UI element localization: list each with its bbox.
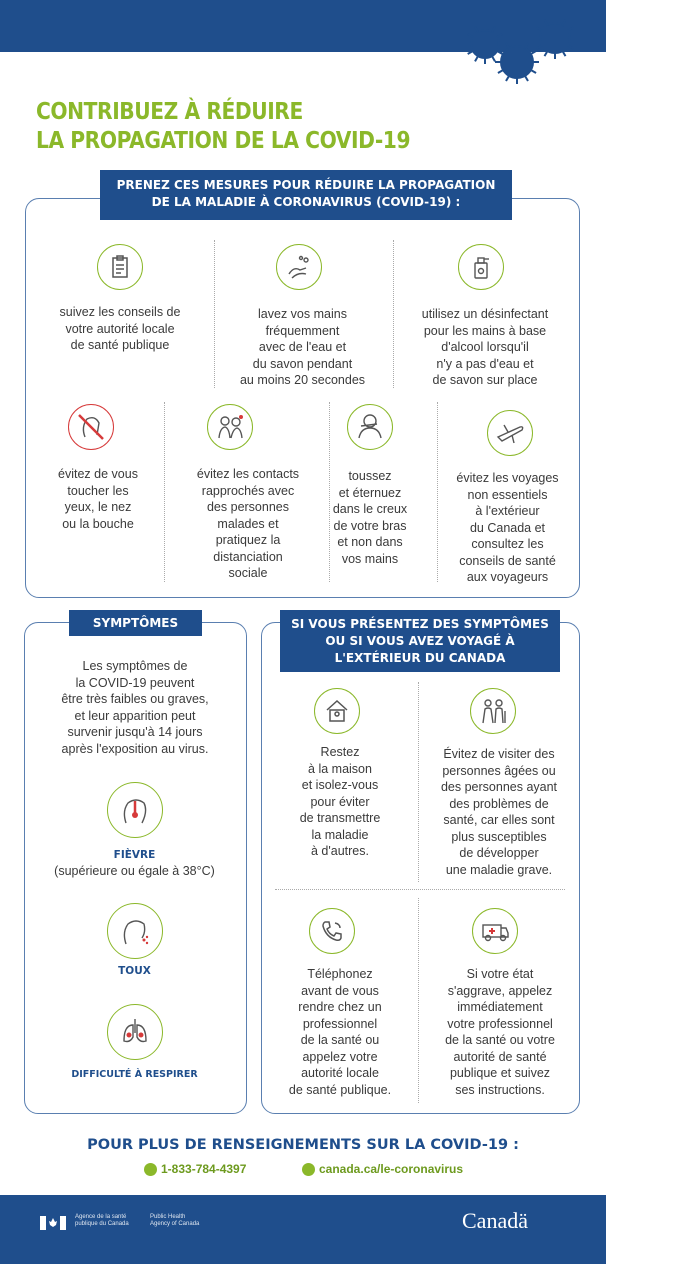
line: la maladie [311, 827, 369, 842]
line: Public Health [150, 1214, 186, 1220]
line: santé, car elles sont [443, 813, 555, 827]
line: pratiquez la [215, 533, 281, 547]
virus-spike [563, 20, 566, 25]
line: évitez les contacts [196, 467, 300, 481]
lungs-icon [107, 1004, 163, 1060]
line: de transmettre [299, 811, 381, 825]
virus-spike [468, 34, 473, 37]
line: évitez de vous [58, 467, 138, 481]
line: sociale [228, 566, 268, 580]
home-icon [314, 688, 360, 734]
line: survenir jusqu'à 14 jours [67, 725, 203, 739]
measures-banner [100, 170, 512, 220]
virus-spike [497, 34, 502, 37]
virus-spike [475, 27, 478, 32]
line: du Canada et [469, 520, 546, 535]
divider [164, 402, 165, 582]
line: de santé publique. [288, 1082, 392, 1097]
page-title [36, 98, 411, 156]
virus-spike [568, 28, 573, 31]
fever-note [24, 863, 245, 880]
close-contact-icon [207, 404, 253, 450]
fever-icon [107, 782, 163, 838]
line: professionnel [302, 1016, 378, 1031]
line: autorité locale [301, 1066, 379, 1080]
measure-7-text [440, 470, 575, 586]
measures-banner-line-2: DE LA MALADIE À CORONAVIRUS (COVID-19) : [151, 195, 461, 209]
agency-name-fr [75, 1214, 129, 1228]
sanitizer-icon [458, 244, 504, 290]
web-icon [302, 1163, 315, 1176]
line: évitez les voyages [456, 471, 559, 485]
line: utilisez un désinfectant [421, 307, 549, 321]
line: (supérieure ou égale à 38°C) [54, 864, 215, 878]
line: autorité de santé [453, 1049, 547, 1064]
line: de la santé ou [300, 1033, 380, 1047]
line: toucher les [67, 483, 129, 498]
virus-spike [492, 56, 495, 61]
line: rendre chez un [298, 1000, 382, 1014]
line: personnes âgées ou [442, 763, 556, 778]
symptoms-banner: SYMPTÔMES [69, 610, 202, 636]
line: de santé publique [70, 338, 170, 352]
line: avant de vous [301, 983, 379, 998]
line: suivez les conseils de [59, 305, 181, 319]
symptoms-intro [30, 658, 240, 757]
line: la COVID-19 peuvent [75, 675, 195, 690]
if-symptoms-banner [280, 610, 560, 672]
virus-spike [506, 43, 509, 48]
virus-spike [498, 51, 503, 54]
line: et non dans [337, 535, 403, 549]
measures-banner-line-1: PRENEZ CES MESURES POUR RÉDUIRE LA PROPAGATION [116, 178, 496, 192]
line: pour les mains à base [423, 323, 547, 338]
virus-spike [492, 27, 495, 32]
line: de votre bras [333, 518, 407, 533]
line: Agency of Canada [150, 1221, 200, 1227]
virus-spike [498, 70, 503, 73]
more-info-heading: POUR PLUS DE RENSEIGNEMENTS SUR LA COVID-19 : [87, 1137, 519, 1153]
line: publique du Canada [75, 1221, 129, 1227]
banner-line-1: SI VOUS PRÉSENTEZ DES SYMPTÔMES [291, 617, 549, 631]
line: vos mains [341, 551, 399, 566]
hand-washing-icon [276, 244, 322, 290]
measure-3-text [400, 306, 570, 389]
phone-number[interactable]: 1-833-784-4397 [161, 1162, 247, 1176]
cough-elbow-icon [347, 404, 393, 450]
line: publique et suivez [449, 1066, 551, 1080]
line: consultez les [471, 537, 544, 551]
canada-flag-icon [40, 1216, 66, 1235]
measure-4-text [28, 466, 168, 532]
line: Téléphonez [307, 967, 373, 981]
virus-spike [545, 20, 548, 25]
banner-line-3: L'EXTÉRIEUR DU CANADA [334, 651, 506, 665]
cough-label: TOUX [118, 965, 151, 977]
phone-icon [309, 908, 355, 954]
action-4-text [426, 966, 574, 1098]
breathing-label: DIFFICULTÉ À RESPIRER [71, 1069, 198, 1080]
measure-1-text [35, 304, 205, 354]
divider [437, 402, 438, 582]
clipboard-icon [97, 244, 143, 290]
line: yeux, le nez [64, 500, 132, 514]
line: des problèmes de [449, 796, 549, 811]
line: appelez votre [302, 1049, 378, 1064]
line: plus susceptibles [451, 829, 547, 844]
virus-spike [531, 70, 536, 73]
line: de développer [459, 846, 539, 860]
line: pour éviter [310, 794, 370, 809]
line: votre autorité locale [65, 321, 175, 336]
virus-spike [525, 76, 528, 81]
line: et isolez-vous [301, 778, 379, 792]
line: lavez vos mains [258, 307, 347, 321]
virus-spike [563, 51, 566, 56]
line: après l'exposition au virus. [61, 741, 209, 756]
virus-spike [568, 46, 573, 49]
measure-6-text [305, 468, 435, 567]
line: malades et [217, 516, 279, 531]
action-2-text [424, 746, 574, 878]
banner-line-2: OU SI VOUS AVEZ VOYAGÉ À [325, 634, 515, 648]
line: dans le creux [332, 502, 408, 516]
no-face-touch-icon [68, 404, 114, 450]
action-1-text [275, 744, 405, 860]
line: d'alcool lorsqu'il [441, 340, 529, 354]
line: conseils de santé [459, 553, 556, 568]
measure-2-text [220, 306, 385, 389]
line: à l'extérieur [475, 504, 540, 518]
line: ou la bouche [62, 516, 134, 531]
line: rapprochés avec [201, 483, 295, 498]
virus-spike [525, 43, 528, 48]
line: Les symptômes de [82, 659, 188, 673]
elderly-icon [470, 688, 516, 734]
line: et leur apparition peut [74, 708, 196, 723]
line: à la maison [308, 761, 372, 776]
divider [393, 240, 394, 388]
line: toussez [348, 469, 392, 483]
line: distanciation [213, 549, 283, 564]
line: être très faibles ou graves, [61, 692, 209, 706]
cough-icon [107, 903, 163, 959]
divider [275, 889, 565, 890]
fever-label: FIÈVRE [113, 849, 156, 861]
virus-spike [537, 28, 542, 31]
phone-contact[interactable] [144, 1162, 246, 1176]
airplane-icon [487, 410, 533, 456]
line: des personnes ayant [440, 780, 558, 794]
action-3-text [270, 966, 410, 1098]
line: aux voyageurs [466, 570, 549, 584]
line: Si votre état [466, 967, 534, 981]
phone-icon [144, 1163, 157, 1176]
agency-name-en [150, 1214, 199, 1228]
line: Agence de la santé [75, 1214, 127, 1220]
line: immédiatement [457, 1000, 543, 1014]
line: non essentiels [467, 487, 548, 502]
divider [418, 682, 419, 882]
line: s'aggrave, appelez [447, 983, 553, 998]
virus-spike [537, 46, 542, 49]
divider [214, 240, 215, 388]
line: et éternuez [338, 485, 402, 500]
website-contact[interactable] [302, 1162, 463, 1176]
virus-spike [545, 51, 548, 56]
virus-spike [468, 51, 473, 54]
virus-spike [475, 56, 478, 61]
line: Évitez de visiter des [443, 747, 555, 761]
line: au moins 20 secondes [239, 373, 366, 387]
ambulance-icon [472, 908, 518, 954]
virus-spike [531, 51, 536, 54]
virus-decoration-icon [455, 14, 585, 90]
line: de savon sur place [432, 373, 538, 387]
title-line-2: LA PROPAGATION DE LA COVID-19 [36, 128, 411, 154]
virus-spike [506, 76, 509, 81]
divider [418, 898, 419, 1103]
line: n'y a pas d'eau et [436, 356, 534, 371]
line: fréquemment [265, 323, 340, 338]
line: des personnes [206, 500, 289, 514]
website-link[interactable]: canada.ca/le-coronavirus [319, 1162, 464, 1176]
line: Restez [320, 745, 360, 759]
line: à d'autres. [311, 844, 369, 858]
canada-wordmark: Canadä [462, 1208, 528, 1233]
line: une maladie grave. [445, 862, 553, 877]
line: ses instructions. [455, 1082, 545, 1097]
line: votre professionnel [447, 1016, 553, 1031]
line: du savon pendant [252, 356, 353, 371]
line: de la santé ou votre [445, 1033, 555, 1047]
title-line-1: CONTRIBUEZ À RÉDUIRE [36, 99, 303, 125]
line: avec de l'eau et [258, 340, 347, 354]
